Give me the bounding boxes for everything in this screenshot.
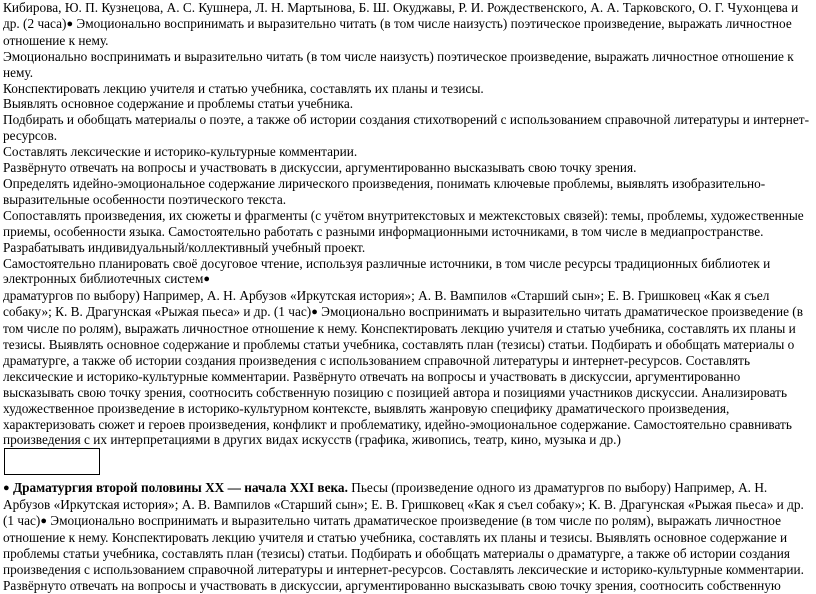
- paragraph-text: драматургов по выбору) Например, А. Н. Арбузов «Иркутская история»; А. В. Вампилов «Старший сын»; Е. В. Гришковец «Как я съел собаку»; К. В. Драгунская «Рыжая пьеса» и др. (1 час): [3, 288, 770, 320]
- paragraph: Составлять лексические и историко-культурные комментарии.: [3, 144, 358, 160]
- paragraph: Эмоционально воспринимать и выразительно читать (в том числе наизусть) поэтическое произведение, выражать личностное отношение к нему.: [3, 48, 794, 80]
- section-heading: Драматургия второй половины XX — начала XXI века.: [9, 480, 348, 496]
- bullet-icon: ●: [3, 482, 10, 495]
- paragraph: Разрабатывать индивидуальный/коллективный учебный проект.: [3, 239, 366, 255]
- paragraph: Развёрнуто отвечать на вопросы и участвовать в дискуссии, аргументированно высказывать свою точку зрения.: [3, 160, 637, 176]
- paragraph-text: Эмоционально воспринимать и выразительно читать драматическое произведение (в том числе по ролям), выражать личностное отношение к нему. Конспектировать лекцию учителя и статью учебника, составлять их планы и тезисы. Выявлять основное содержание и проблемы статьи учебника, составлять план (тезисы) статьи. Подбирать и обобщать материалы о драматурге, а также об истории создания произведения с использованием справочной литературы и интернет-ресурсов. Составлять лексические и историко-культурные комментарии. Развёрнуто отвечать на вопросы и участвовать в дискуссии, аргументированно высказывать свою точку зрения, соотносить собственную позицию с позицией автора и позициями участников дискуссии. Анализировать художественное произведение в историко-культурном контексте, выявлять жанровую специфику драматического произведения, характеризовать сюжет и героев произведения, конфликт и проблематику, идейно-эмоциональное содержание. Самостоятельно сравнивать произведения с их интерпретациями в других видах искусств (графика, живопись, театр, кино, музыка и др.): [3, 304, 804, 448]
- paragraph-drama-section: [3, 480, 814, 593]
- paragraph-text: Пьесы (произведение одного из драматургов по выбору) Например, А. Н. Арбузов «Иркутская история»; А. В. Вампилов «Старший сын»; Е. В. Гришковец «Как я съел собаку»; К. В. Драгунская «Рыжая пьеса» и др. (1 час): [3, 480, 804, 529]
- bullet-icon: ●: [40, 515, 47, 528]
- paragraph: Определять идейно-эмоциональное содержание лирического произведения, понимать ключевые проблемы, выявлять изобразительно-выразительные особенности поэтического текста.: [3, 175, 766, 207]
- paragraph: Выявлять основное содержание и проблемы статьи учебника.: [3, 96, 354, 112]
- paragraph-drama-block: [3, 288, 814, 448]
- paragraph: Сопоставлять произведения, их сюжеты и фрагменты (с учётом внутритекстовых и межтекстовых связей): темы, проблемы, художественные приемы, особенности языка. Самостоятельно работать с разными информационными источниками, в том числе в медиапространстве.: [3, 207, 804, 239]
- paragraph-text: Эмоционально воспринимать и выразительно читать драматическое произведение (в том числе по ролям), выражать личностное отношение к нему. Конспектировать лекцию учителя и статью учебника, составлять их планы и тезисы. Выявлять основное содержание и проблемы статьи учебника, составлять план (тезисы) статьи. Подбирать и обобщать материалы о драматурге, а также об истории создания произведения с использованием справочной литературы и интернет-ресурсов. Составлять лексические и историко-культурные комментарии. Развёрнуто отвечать на вопросы и участвовать в дискуссии, аргументированно высказывать свою точку зрения, соотносить собственную: [3, 513, 804, 593]
- empty-table-cell: [4, 448, 100, 475]
- paragraph: Подбирать и обобщать материалы о поэте, а также об истории создания стихотворений с использованием справочной литературы и интернет-ресурсов.: [3, 112, 810, 144]
- paragraph-text: Кибирова, Ю. П. Кузнецова, А. С. Кушнера, Л. Н. Мартынова, Б. Ш. Окуджавы, Р. И. Рождественского, А. А. Тарковского, О. Г. Чухонцева и др. (2 часа): [3, 0, 799, 31]
- paragraph-reading-plan: [3, 256, 814, 289]
- bullet-icon: ●: [311, 306, 318, 319]
- bullet-icon: ●: [66, 17, 74, 30]
- paragraph-text: Самостоятельно планировать своё досуговое чтение, используя различные источники, в том числе ресурсы традиционных библиотек и электронных библиотечных систем: [3, 255, 771, 287]
- paragraph-text: Эмоционально воспринимать и выразительно читать (в том числе наизусть) поэтическое произведение, выражать личностное отношение к нему.: [3, 15, 792, 48]
- paragraph: Конспектировать лекцию учителя и статью учебника, составлять их планы и тезисы.: [3, 80, 484, 96]
- paragraph-poets-list: [3, 0, 814, 49]
- bullet-icon: ●: [203, 273, 211, 286]
